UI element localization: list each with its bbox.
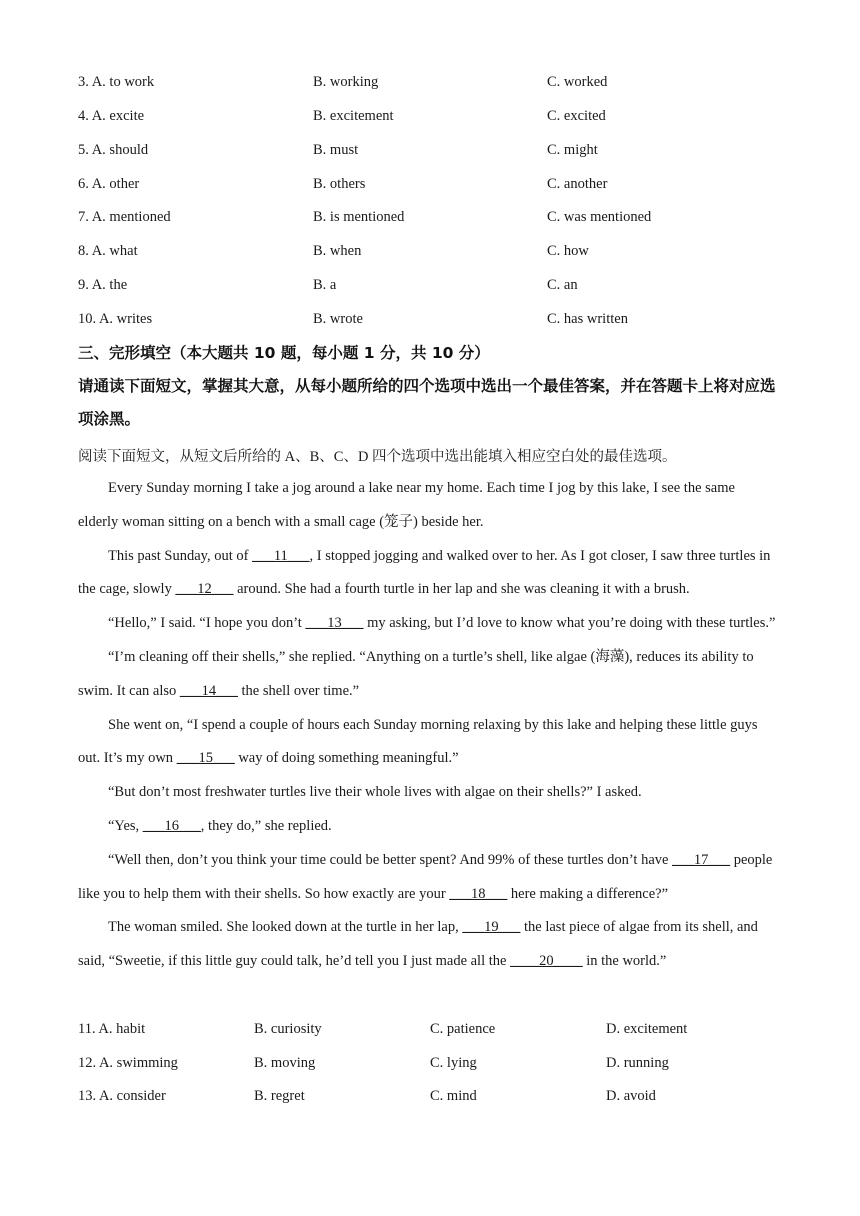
option-a: 13. A. consider [78,1088,166,1104]
option-b: B. moving [254,1055,316,1071]
option-c: C. excited [547,108,606,124]
paragraph-2 [78,540,778,608]
option-d: D. avoid [606,1088,656,1104]
option-a: 12. A. swimming [78,1055,178,1071]
paragraph-1: Every Sunday morning I take a jog around a lake near my home. Each time I jog by this lake, I see the same elderly woman sitting on a bench with a small cage (笼子) beside her. [78,480,735,530]
option-row-q11 [0,1021,860,1041]
option-d: D. excitement [606,1021,688,1037]
blank-13: ___13___ [305,615,364,632]
option-row-q10 [0,311,860,331]
text: “I’m cleaning off their shells,” she replied. “Anything on a turtle’s shell, like algae (海藻), reduces its ability to swim. It can also [78,648,754,699]
paragraph-6: “But don’t most freshwater turtles live their whole lives with algae on their shells?” I asked. [108,784,642,801]
text: She went on, “I spend a couple of hours each Sunday morning relaxing by this lake and helping these little guys out. It’s my own [78,716,758,767]
option-b: B. a [313,277,337,293]
option-row-q13 [0,1088,860,1108]
text: here making a difference?” [507,885,669,902]
option-d: D. running [606,1055,669,1071]
option-a: 11. A. habit [78,1021,146,1037]
text: , they do,” she replied. [200,817,332,834]
option-c: C. lying [430,1055,477,1071]
text: people like you to help them with their shells. So how exactly are your [78,851,773,902]
text: in the world.” [582,953,667,970]
text: way of doing something meaningful.” [234,750,459,767]
text: around. She had a fourth turtle in her lap and she was cleaning it with a brush. [233,581,690,598]
option-row-q3 [0,74,860,94]
option-c: C. worked [547,74,608,90]
blank-12: ___12___ [175,581,234,598]
option-row-q9 [0,277,860,297]
text: This past Sunday, out of [108,547,253,564]
option-row-q5 [0,142,860,162]
cloze-passage [78,472,778,979]
option-b: B. must [313,142,359,158]
option-c: C. another [547,176,608,192]
option-a: 5. A. should [78,142,149,158]
option-c: C. might [547,142,598,158]
paragraph-9 [78,911,778,979]
option-b: B. wrote [313,311,363,327]
option-row-q6 [0,176,860,196]
paragraph-5 [78,709,778,777]
section-title: 三、完形填空（本大题共 10 题，每小题 1 分，共 10 分） [78,344,490,362]
option-a: 4. A. excite [78,108,145,124]
option-b: B. working [313,74,379,90]
text: the shell over time.” [237,682,360,699]
paragraph-7 [78,810,778,844]
option-b: B. when [313,243,362,259]
blank-18: ___18___ [449,885,508,902]
section-intro: 阅读下面短文，从短文后所给的 A、B、C、D 四个选项中选出能填入相应空白处的最佳选项。 [78,449,677,465]
blank-16: ___16___ [142,817,201,834]
option-a: 3. A. to work [78,74,155,90]
blank-11: ___11___ [252,547,310,564]
blank-15: ___15___ [176,750,235,767]
option-row-q12 [0,1055,860,1075]
blank-20: ____20____ [510,953,583,970]
text: “Hello,” I said. “I hope you don’t [108,615,306,632]
option-a: 9. A. the [78,277,128,293]
blank-19: ___19___ [462,919,521,936]
paragraph-3 [78,607,778,641]
option-a: 10. A. writes [78,311,153,327]
option-c: C. how [547,243,589,259]
option-c: C. patience [430,1021,496,1037]
text: my asking, but I’d love to know what you’re doing with these turtles.” [363,615,776,632]
option-b: B. curiosity [254,1021,322,1037]
text: “Yes, [108,817,143,834]
text: , I stopped jogging and walked over to her. As I got closer, I saw three turtles in the cage, slowly [78,547,771,598]
option-row-q7 [0,209,860,229]
option-b: B. is mentioned [313,209,405,225]
text: “Well then, don’t you think your time could be better spent? And 99% of these turtles don’t have [108,851,673,868]
option-b: B. excitement [313,108,394,124]
text: The woman smiled. She looked down at the turtle in her lap, [108,919,463,936]
blank-14: ___14___ [179,682,238,699]
section-instruction: 请通读下面短文，掌握其大意，从每小题所给的四个选项中选出一个最佳答案，并在答题卡上将对应选项涂黑。 [78,377,776,428]
option-c: C. was mentioned [547,209,652,225]
option-c: C. mind [430,1088,477,1104]
text: the last piece of algae from its shell, and said, “Sweetie, if this little guy could talk, he’d tell you I just made all the [78,919,758,970]
paragraph-4 [78,641,778,709]
option-row-q8 [0,243,860,263]
option-c: C. has written [547,311,628,327]
blank-17: ___17___ [672,851,731,868]
option-b: B. others [313,176,366,192]
option-a: 7. A. mentioned [78,209,171,225]
option-row-q4 [0,108,860,128]
option-a: 6. A. other [78,176,140,192]
paragraph-8 [78,844,778,912]
option-c: C. an [547,277,578,293]
option-b: B. regret [254,1088,305,1104]
option-a: 8. A. what [78,243,138,259]
